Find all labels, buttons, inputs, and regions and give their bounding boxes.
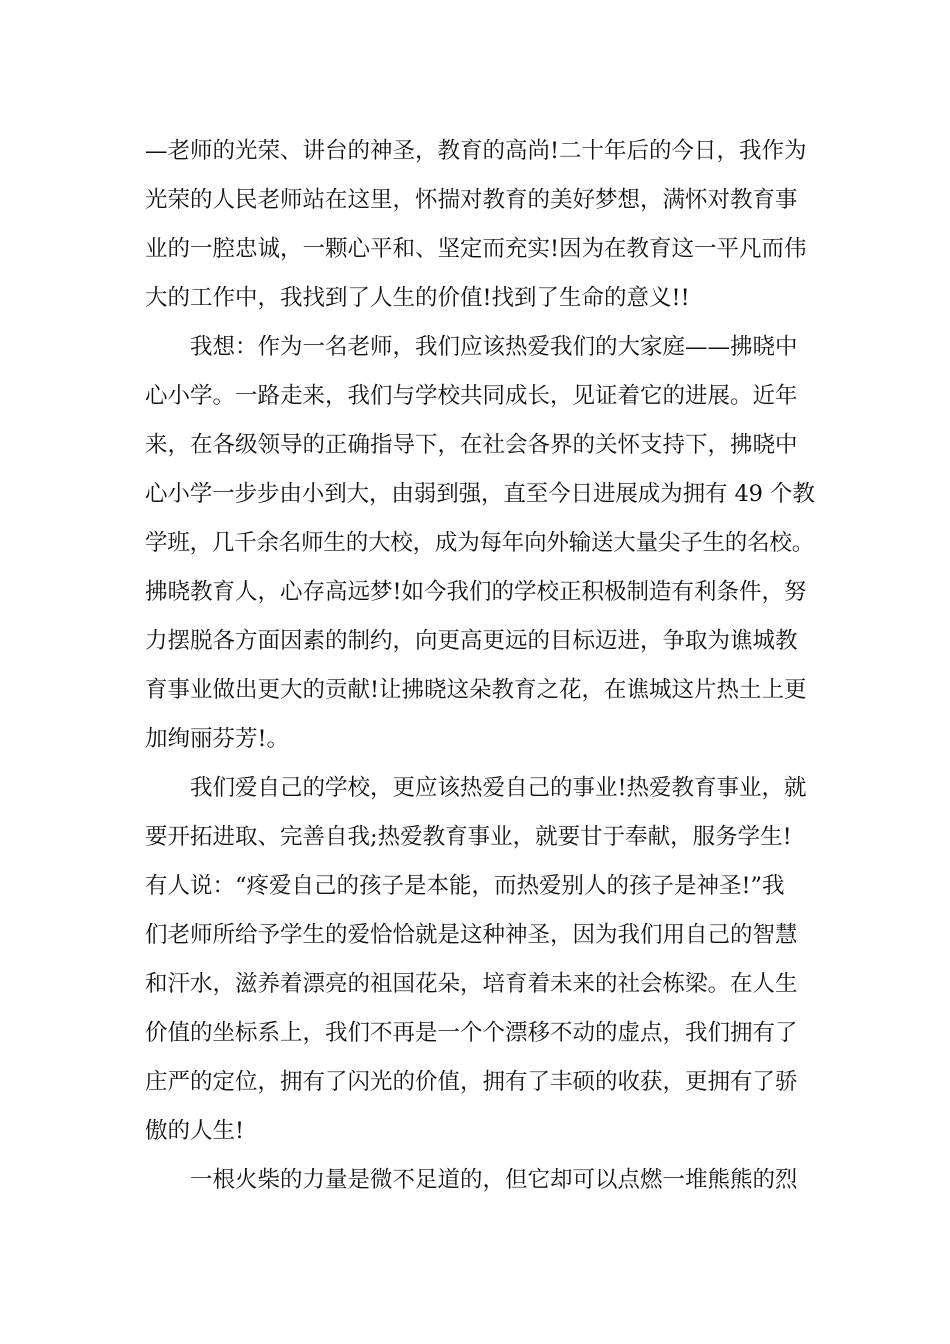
text-line: 来，在各级领导的正确指导下，在社会各界的关怀支持下，拂晓中 [145,432,798,458]
text-line: 心小学一步步由小到大，由弱到强，直至今日进展成为拥有 49 个教 [145,481,815,507]
text-line: 拂晓教育人，心存高远梦!如今我们的学校正积极制造有利条件，努 [145,579,807,605]
text-line: 育事业做出更大的贡献!让拂晓这朵教育之花，在谯城这片热土上更 [145,677,807,703]
text-line: 力摆脱各方面因素的制约，向更高更远的目标迈进，争取为谯城教 [145,628,798,654]
text-line: 们老师所给予学生的爱恰恰就是这种神圣，因为我们用自己的智慧 [145,922,798,948]
text-line: —老师的光荣、讲台的神圣，教育的高尚!二十年后的今日，我作为 [145,138,807,164]
paragraph-start-line: 一根火柴的力量是微不足道的，但它却可以点燃一堆熊熊的烈 [190,1167,798,1193]
text-line: 学班，几千余名师生的大校，成为每年向外输送大量尖子生的名校。 [145,530,815,556]
document-body [145,127,815,1205]
text-line: 心小学。一路走来，我们与学校共同成长，见证着它的进展。近年 [145,383,798,409]
paragraph-start-line: 我想：作为一名老师，我们应该热爱我们的大家庭——拂晓中 [190,334,798,360]
text-line: 庄严的定位，拥有了闪光的价值，拥有了丰硕的收获，更拥有了骄 [145,1069,798,1095]
text-line: 价值的坐标系上，我们不再是一个个漂移不动的虚点，我们拥有了 [145,1020,798,1046]
text-line: 和汗水，滋养着漂亮的祖国花朵，培育着未来的社会栋梁。在人生 [145,971,798,997]
text-line: 傲的人生! [145,1118,245,1144]
paragraph-start-line: 我们爱自己的学校，更应该热爱自己的事业!热爱教育事业，就 [190,775,807,801]
text-line: 大的工作中，我找到了人生的价值!找到了生命的意义!! [145,285,690,311]
text-line: 加绚丽芬芳!。 [145,726,290,752]
text-line: 业的一腔忠诚，一颗心平和、坚定而充实!因为在教育这一平凡而伟 [145,236,807,262]
text-line: 要开拓进取、完善自我;热爱教育事业，就要甘于奉献，服务学生! [145,824,792,850]
text-line: 光荣的人民老师站在这里，怀揣对教育的美好梦想，满怀对教育事 [145,187,798,213]
text-line: 有人说：“疼爱自己的孩子是本能，而热爱别人的孩子是神圣!”我 [145,873,785,899]
